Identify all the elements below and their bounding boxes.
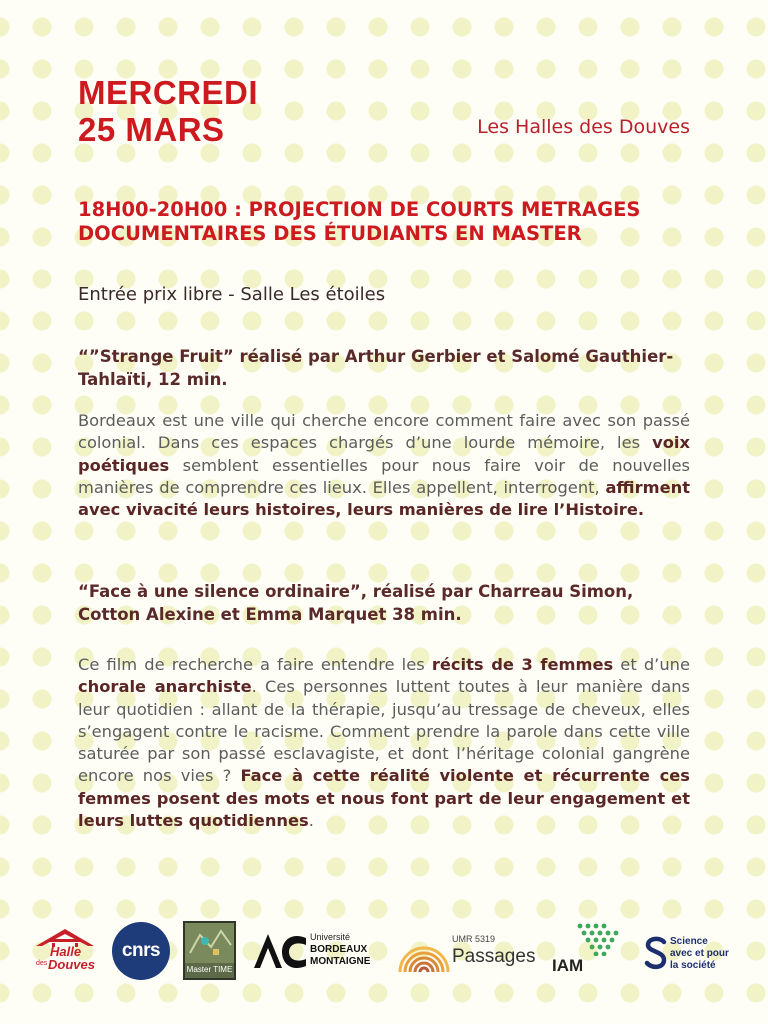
emphasis-text: récits de 3 femmes xyxy=(431,655,614,674)
film-1-title: “”Strange Fruit” réalisé par Arthur Gerbier et Salomé Gauthier-Tahlaïti, 12 min. xyxy=(78,347,674,389)
emphasis-text: Face à cette réalité violente et récurrente ces femmes posent des mots et nous font part de leur engagement et leurs luttes quotidiennes xyxy=(78,766,690,831)
emphasis-text: voix poétiques xyxy=(78,433,690,475)
bordeaux-montaigne-logo: Université BORDEAUX MONTAIGNE xyxy=(252,928,382,974)
map-icon xyxy=(185,923,234,963)
cnrs-logo: cnrs xyxy=(112,922,170,980)
event-day: MERCREDI xyxy=(78,74,259,111)
body-text: Ce film de recherche a faire entendre les xyxy=(78,655,432,674)
emphasis-text: chorale anarchiste xyxy=(78,677,252,697)
film-2-description xyxy=(78,654,690,832)
s-icon xyxy=(644,936,668,970)
event-date xyxy=(78,74,258,148)
venue-name: Les Halles des Douves xyxy=(477,116,690,138)
rainbow-arc-icon xyxy=(398,926,450,974)
body-text: . xyxy=(308,811,314,831)
iam-logo: IAM xyxy=(552,922,624,978)
body-text: et d’une xyxy=(613,655,690,674)
film-1-description xyxy=(78,410,690,521)
science-societe-logo: Science avec et pour la société xyxy=(644,934,754,974)
film-2-title: “Face à une silence ordinaire”, réalisé par Charreau Simon, Cotton Alexine et Emma Marquet 38 min. xyxy=(78,582,634,624)
emphasis-text: affirment avec vivacité leurs histoires, leurs manières de lire l’Histoire. xyxy=(78,477,690,520)
entry-info: Entrée prix libre - Salle Les étoiles xyxy=(78,284,386,305)
master-time-logo: Master TIME xyxy=(183,921,236,980)
body-text: semblent essentielles pour nous faire voir de nouvelles manières de comprendre ces lieux. Elles appellent, interrogent, xyxy=(78,455,690,497)
body-text: . Ces personnes luttent toutes à leur manière dans leur quotidien : allant de la thérapie, jusqu’au tressage de cheveux, elles s’engagent contre le racisme. Comment prendre la parole dans cette ville saturée par son passé esclavagiste, et dont l’héritage colonial gangrène encore nos vies ? xyxy=(78,677,691,786)
event-day-number: 25 MARS xyxy=(78,111,225,148)
partner-logos xyxy=(0,918,768,984)
body-text: Bordeaux est une ville qui cherche encore comment faire avec son passé colonial. Dans ces espaces chargés d’une lourde mémoire, les xyxy=(78,411,690,453)
halle-des-douves-logo: Halle des Douves xyxy=(34,926,96,976)
dot-grid-icon xyxy=(576,922,622,956)
am-monogram-icon xyxy=(252,932,308,970)
session-title: 18H00-20H00 : PROJECTION DE COURTS METRAGES DOCUMENTAIRES DES ÉTUDIANTS EN MASTER xyxy=(78,198,641,245)
passages-logo: UMR 5319 Passages xyxy=(398,926,538,978)
